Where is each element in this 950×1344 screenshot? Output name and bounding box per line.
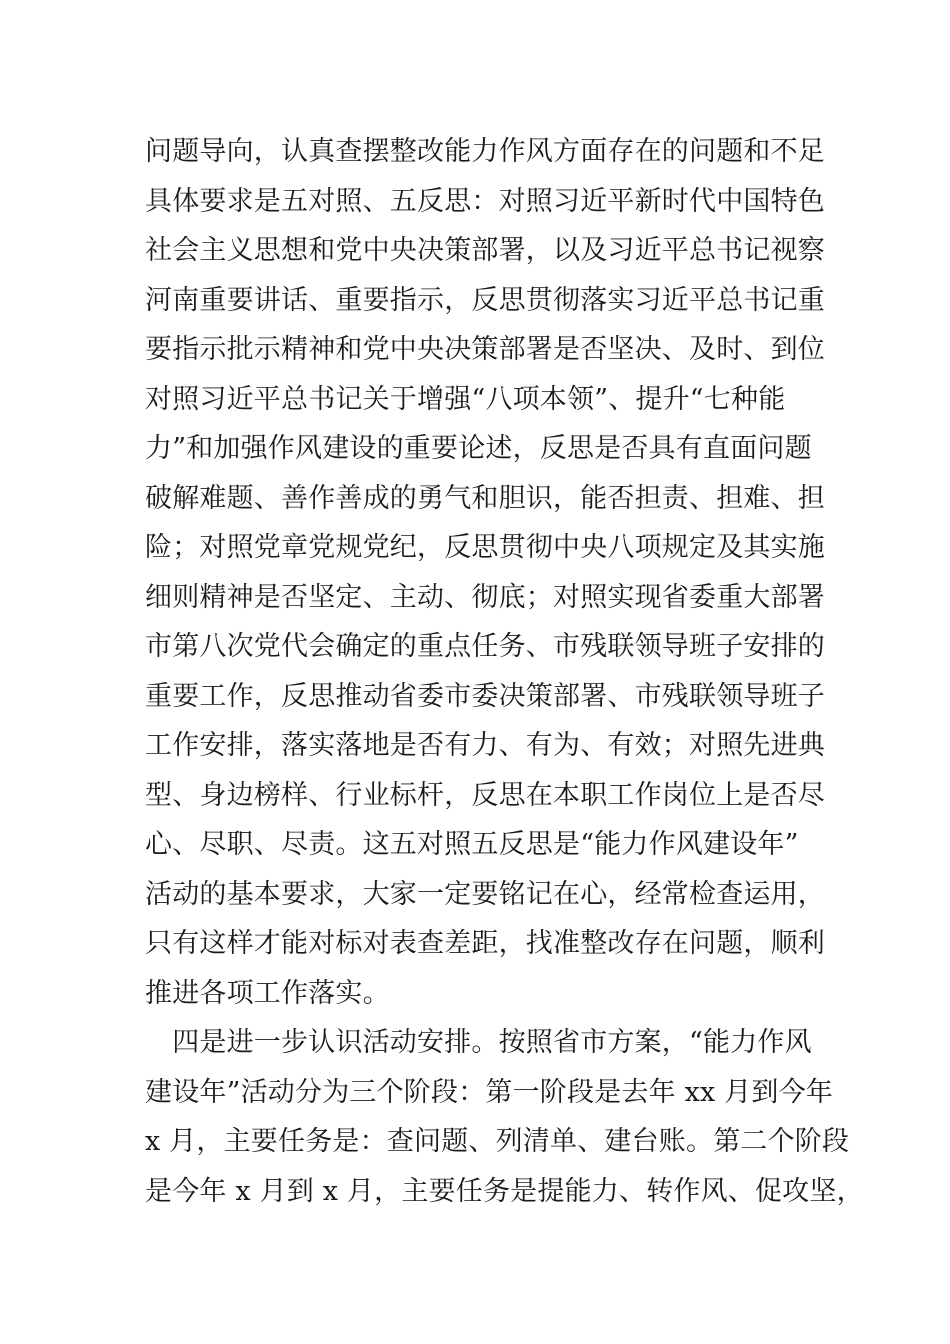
text-line: x 月，主要任务是：查问题、列清单、建台账。第二个阶段 [145,1126,850,1157]
text-line: 具体要求是五对照、五反思：对照习近平新时代中国特色 [145,185,825,217]
text-line: 力”和加强作风建设的重要论述，反思是否具有直面问题 [145,433,812,464]
text-line: 心、尽职、尽责。这五对照五反思是“能力作风建设年” [145,829,799,860]
text-line: 要指示批示精神和党中央决策部署是否坚决、及时、到位 [145,334,825,365]
text-line: 险；对照党章党规党纪，反思贯彻中央八项规定及其实施 [145,532,825,563]
text-line: 社会主义思想和党中央决策部署，以及习近平总书记视察 [145,235,825,266]
text-line: 四是进一步认识活动安排。按照省市方案，“能力作风 [145,1027,812,1058]
text-line: 河南重要讲话、重要指示，反思贯彻落实习近平总书记重 [145,284,825,316]
text-line: 推进各项工作落实。 [145,977,390,1009]
text-line: 只有这样才能对标对表查差距，找准整改存在问题，顺利 [145,928,825,959]
text-line: 建设年”活动分为三个阶段：第一阶段是去年 xx 月到今年 [145,1076,834,1108]
text-line: 活动的基本要求，大家一定要铭记在心，经常检查运用， [145,878,825,910]
text-line: 破解难题、善作善成的勇气和胆识，能否担责、担难、担 [145,482,825,514]
text-line: 型、身边榜样、行业标杆，反思在本职工作岗位上是否尽 [145,779,825,811]
text-line: 问题导向，认真查摆整改能力作风方面存在的问题和不足 [145,136,825,167]
text-line: 工作安排，落实落地是否有力、有为、有效；对照先进典 [145,730,825,761]
text-line: 细则精神是否坚定、主动、彻底；对照实现省委重大部署 [145,581,825,613]
text-line: 是今年 x 月到 x 月，主要任务是提能力、转作风、促攻坚， [145,1175,864,1207]
document-body [145,127,864,1216]
text-line: 重要工作，反思推动省委市委决策部署、市残联领导班子 [145,680,825,712]
text-line: 对照习近平总书记关于增强“八项本领”、提升“七种能 [145,383,786,415]
text-line: 市第八次党代会确定的重点任务、市残联领导班子安排的 [145,631,825,662]
